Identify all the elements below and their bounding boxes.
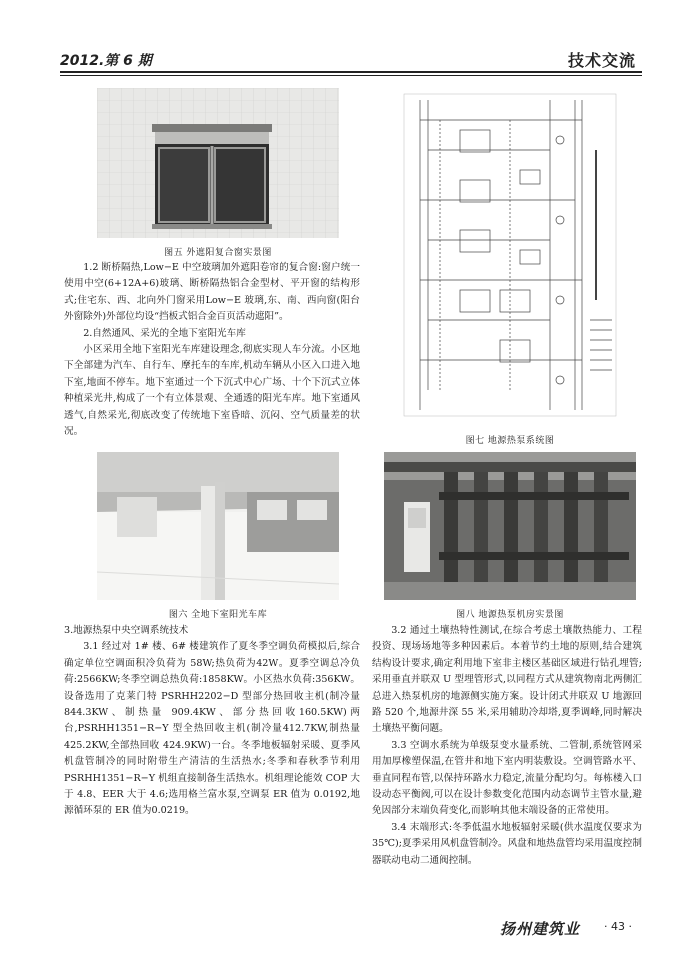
page-number: · 43 · xyxy=(604,920,632,933)
header-rule xyxy=(60,71,642,73)
left-text-lower xyxy=(64,623,360,820)
header-rule-thin xyxy=(60,75,642,76)
paragraph-window: 1.2 断桥隔热,Low−E 中空玻璃加外遮阳卷帘的复合窗:窗户统一使用中空(6+12A+6)玻璃、断桥隔热铝合金型材、平开窗的结构形式;住宅东、西、北向外门窗采用Low−E 玻璃,东、南、西向窗(阳台外窗除外)外部位均设“挡板式铝合金百页活动遮阳”。 xyxy=(64,262,360,323)
right-text xyxy=(372,623,642,869)
section-title: 技术交流 xyxy=(567,51,636,70)
paragraph-soil: 3.2 通过土壤热特性测试,在综合考虑土壤散热能力、工程投资、现场场地等多种因素后。本着节约土地的原则,结合建筑结构设计要求,确定利用地下室非主楼区基础区域进行钻孔埋管;采用垂直并联双 U 型埋管形式,以同程方式从建筑物南北两侧汇总进入热泵机房的地源侧实施方案。设计闭式井联双 U 地源回路 520 个,地源井深 55 米,采用辅助冷却塔,夏季调峰,同时解决土壤热平衡问题。 xyxy=(372,625,642,735)
window-photo xyxy=(97,88,339,238)
figure-5-caption: 图五 外遮阳复合窗实景图 xyxy=(164,248,272,258)
system-diagram xyxy=(400,90,620,420)
paragraph-garage: 小区采用全地下室阳光车库建设理念,彻底实现人车分流。小区地下全部建为汽车、自行车、摩托车的车库,机动车辆从小区入口进入地下室,地面不停车。地下室通过一个下沉式中心广场、十个下沉式立体种植采光井,构成了一个有立体景观、全通透的阳光车库。地下室通风透气,自然采光,彻底改变了传统地下室昏暗、沉闷、空气质量差的状况。 xyxy=(64,344,360,438)
figure-8-caption: 图八 地源热泵机房实景图 xyxy=(456,610,564,620)
heading-garage: 2.自然通风、采光的全地下室阳光车库 xyxy=(83,327,246,339)
left-text-upper xyxy=(64,260,360,440)
garage-photo xyxy=(97,452,339,600)
paragraph-terminal: 3.4 末端形式:冬季低温水地板辐射采暖(供水温度仅要求为 35℃);夏季采用风机盘管制冷。风盘和地热盘管均采用温度控制器联动电动二通阀控制。 xyxy=(372,821,642,866)
journal-issue: 2012.第 6 期 xyxy=(60,53,152,69)
figure-6-caption: 图六 全地下室阳光车库 xyxy=(168,610,268,620)
heading-geothermal: 3.地源热泵中央空调系统技术 xyxy=(64,625,189,636)
machine-room-photo xyxy=(384,452,636,600)
figure-7-caption: 图七 地源热泵系统图 xyxy=(465,436,555,446)
paragraph-load: 3.1 经过对 1# 楼、6# 楼建筑作了夏冬季空调负荷模拟后,综合确定单位空调面积冷负荷为 58W;热负荷为42W。夏季空调总冷负荷:2566KW;冬季空调总热负荷:1858KW。小区热水负荷:356KW。设备选用了克莱门特 PSRHH2202−D 型部分热回收主机(制冷量 844.3KW、制热量 909.4KW、部分热回收160.5KW)两台,PSRHH1351−R−Y 型全热回收主机(制冷量412.7KW,制热量 425.2KW,全部热回收 424.9KW)一台。冬季地板辐射采暖、夏季风机盘管制冷的同时附带生产清洁的生活热水;冬季和春秋季节利用 PSRHH1351−R−Y 机组直接制备生活热水。机组理论能效 COP 大于 4.8、EER 大于 4.6;选用格兰富水泵,空调泵 ER 值为 0.0192,地源循环泵的 ER 值为0.0219。 xyxy=(64,641,360,817)
paragraph-water-system: 3.3 空调水系统为单级泵变水量系统、二管制,系统管网采用加厚橡塑保温,在管井和地下室内明装敷设。空调管路水平、垂直同程布管,以保持环路水力稳定,流量分配均匀。每栋楼入口设动态平衡阀,可以在设计参数变化范围内动态调节主管水量,避免因部分末端负荷变化,而影响其他末端设备的正常使用。 xyxy=(372,739,642,817)
publication-logo: 扬州建筑业 xyxy=(500,920,581,938)
